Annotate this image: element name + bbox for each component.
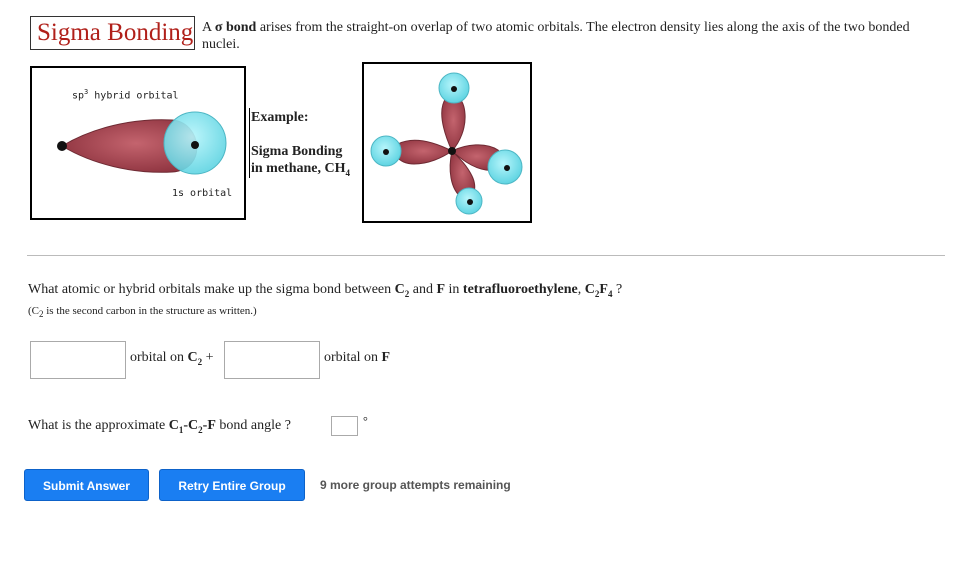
question2-text: What is the approximate $C_1-C_2-F$ bond angle ? <box>28 418 291 435</box>
question1-text: What atomic or hybrid orbitals make up the sigma bond between $C_2$ and F in tetrafluoroethylene, $C_2F_4$ ? <box>28 282 623 299</box>
sigma-overlap-figure <box>30 66 246 220</box>
h-nucleus-bottom <box>467 199 473 205</box>
page-title: Sigma Bonding <box>30 16 195 50</box>
degree-symbol: ° <box>363 414 368 428</box>
carbon-nucleus <box>448 147 456 155</box>
example-caption: Sigma Bonding in methane, $CH_4$ <box>251 144 350 178</box>
section-divider <box>27 255 945 256</box>
bond-angle-input[interactable] <box>331 416 358 436</box>
orbital-c2-input[interactable] <box>30 341 126 379</box>
h-nucleus-right <box>504 165 510 171</box>
carbon-nucleus <box>57 141 67 151</box>
retry-group-button[interactable]: Retry Entire Group <box>159 469 305 501</box>
orbital-c2-label: orbital on $C_2$ + <box>130 350 214 367</box>
methane-figure <box>362 62 532 223</box>
intro-text: A σ bond arises from the straight-on overlap of two atomic orbitals. The electron density lies along the axis of the two bonded nuclei. <box>202 20 910 52</box>
h-nucleus-top <box>451 86 457 92</box>
lobe-left <box>395 140 452 164</box>
methane-diagram <box>364 64 530 221</box>
attempts-remaining: 9 more group attempts remaining <box>320 478 511 492</box>
example-heading: Example: <box>251 110 309 125</box>
submit-answer-button[interactable]: Submit Answer <box>24 469 149 501</box>
orbital-f-label: orbital on F <box>324 350 391 365</box>
question1-note: ($C_2$ is the second carbon in the structure as written.) <box>28 305 257 320</box>
orbital-f-input[interactable] <box>224 341 320 379</box>
h-nucleus-left <box>383 149 389 155</box>
sp3-label: $sp^3$ hybrid orbital <box>72 88 179 102</box>
hydrogen-nucleus <box>191 141 199 149</box>
example-divider <box>249 108 250 178</box>
1s-label: 1s orbital <box>172 188 233 199</box>
